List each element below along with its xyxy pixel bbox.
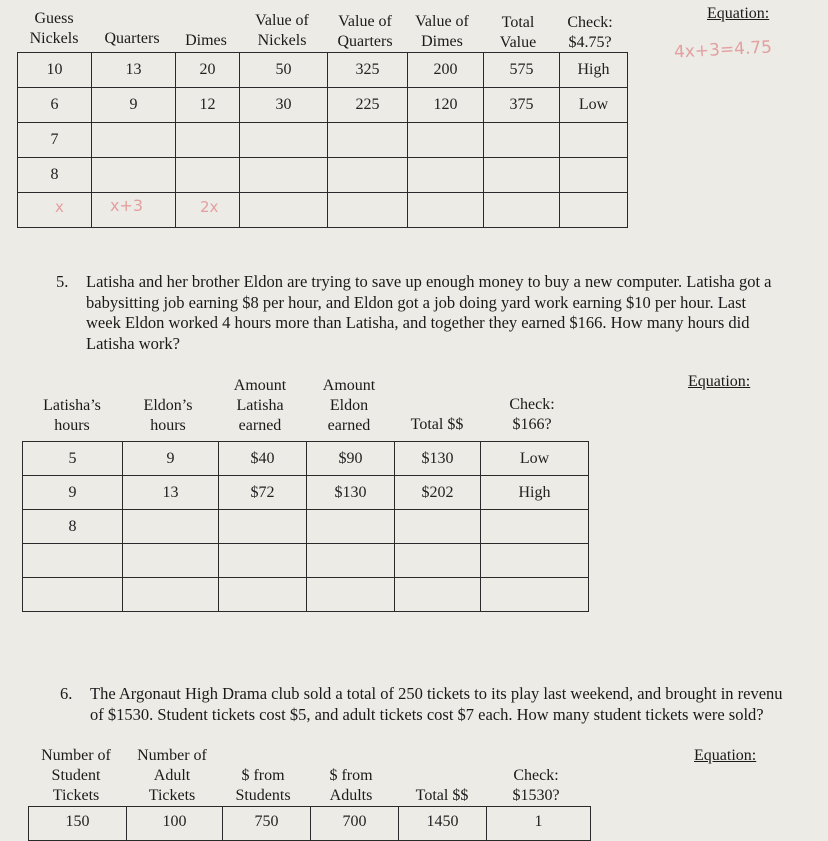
problem-5-line-4: Latisha work? (86, 333, 180, 353)
t1-cell[interactable]: 325 (328, 53, 408, 88)
table-1-body (18, 53, 628, 228)
t1-cell[interactable]: 120 (408, 88, 484, 123)
p5-row (23, 476, 589, 510)
p5-cell[interactable] (123, 578, 219, 612)
t1-cell[interactable] (408, 123, 484, 158)
t1-header-dimes: Dimes (185, 32, 227, 49)
p5-cell[interactable] (307, 510, 395, 544)
t1-cell[interactable] (328, 193, 408, 228)
p5-cell[interactable] (219, 510, 307, 544)
p5-header-latisha-hours: Latisha’s hours (43, 397, 101, 434)
p5-cell[interactable] (123, 544, 219, 578)
p6-cell[interactable]: 1 (487, 807, 591, 841)
p5-cell[interactable] (307, 578, 395, 612)
problem-6-line-2: of $1530. Student tickets cost $5, and adult tickets cost $7 each. How many student tickets were sold? (90, 704, 764, 724)
p6-header-check: Check: $1530? (512, 767, 560, 804)
p5-cell[interactable]: $202 (395, 476, 481, 510)
t1-cell[interactable]: 20 (176, 53, 240, 88)
t1-cell[interactable] (560, 158, 628, 193)
t1-header-quarters: Quarters (104, 30, 160, 47)
p6-cell[interactable]: 100 (127, 807, 223, 841)
p5-cell[interactable] (395, 578, 481, 612)
t1-cell[interactable] (240, 158, 328, 193)
table-problem-6-body (29, 807, 591, 841)
p5-cell[interactable]: 5 (23, 442, 123, 476)
p5-cell[interactable] (307, 544, 395, 578)
problem-5-line-2: babysitting job earning $8 per hour, and Eldon got a job doing yard work earning $10 per hour. Last (86, 292, 747, 312)
p6-header-from-students: $ from Students (235, 767, 291, 804)
t1-equation-label: Equation: (707, 5, 770, 22)
t1-cell[interactable] (328, 158, 408, 193)
t1-cell[interactable] (408, 193, 484, 228)
p5-cell[interactable] (23, 544, 123, 578)
t1-cell[interactable]: 200 (408, 53, 484, 88)
t1-cell[interactable] (484, 193, 560, 228)
t1-row (18, 193, 628, 228)
p6-cell[interactable]: 1450 (399, 807, 487, 841)
t1-header-value-dimes: Value of Dimes (415, 13, 469, 50)
table-1 (17, 52, 628, 228)
t1-cell[interactable]: 7 (18, 123, 92, 158)
p6-header-total: Total $$ (415, 787, 469, 804)
p5-cell[interactable]: $90 (307, 442, 395, 476)
problem-5-text (86, 272, 771, 354)
t1-cell[interactable] (92, 123, 176, 158)
t1-header-total-value: Total Value (499, 14, 537, 51)
t1-cell[interactable] (484, 123, 560, 158)
problem-5-line-1: Latisha and her brother Eldon are trying to save up enough money to buy a new computer. Latisha got a (86, 272, 772, 291)
t1-cell[interactable]: 50 (240, 53, 328, 88)
p5-header-check: Check: $166? (509, 396, 555, 433)
p5-cell[interactable]: 8 (23, 510, 123, 544)
t1-cell[interactable]: 12 (176, 88, 240, 123)
t1-cell[interactable]: Low (560, 88, 628, 123)
t1-cell[interactable]: 10 (18, 53, 92, 88)
p5-cell[interactable] (395, 544, 481, 578)
problem-5-line-3: week Eldon worked 4 hours more than Latisha, and together they earned $166. How many hours did (86, 313, 750, 332)
t1-handwritten-x: x (55, 198, 64, 216)
p5-cell[interactable]: $130 (307, 476, 395, 510)
t1-cell[interactable] (484, 158, 560, 193)
t1-cell[interactable]: 8 (18, 158, 92, 193)
p6-header-adult-tickets: Number of Adult Tickets (137, 747, 207, 804)
p6-cell[interactable]: 700 (311, 807, 399, 841)
t1-cell[interactable] (560, 193, 628, 228)
p5-row (23, 544, 589, 578)
t1-handwritten-equation: 4x+3=4.75 (673, 37, 773, 63)
t1-cell[interactable] (408, 158, 484, 193)
t1-cell[interactable]: 225 (328, 88, 408, 123)
t1-cell[interactable] (176, 158, 240, 193)
p5-header-amount-eldon: Amount Eldon earned (322, 377, 376, 434)
p5-cell[interactable] (123, 510, 219, 544)
problem-5-number: 5. (56, 272, 69, 291)
table-problem-5 (22, 441, 589, 612)
p5-cell[interactable] (481, 510, 589, 544)
t1-cell[interactable] (560, 123, 628, 158)
p5-cell[interactable]: High (481, 476, 589, 510)
problem-6-line-1: The Argonaut High Drama club sold a total of 250 tickets to its play last weekend, and brought in revenu (90, 684, 783, 703)
t1-handwritten-2x: 2x (200, 198, 219, 216)
table-problem-5-body (23, 442, 589, 612)
p6-cell[interactable]: 750 (223, 807, 311, 841)
t1-row (18, 88, 628, 123)
t1-row (18, 158, 628, 193)
t1-cell[interactable] (240, 193, 328, 228)
p5-cell[interactable] (395, 510, 481, 544)
p5-cell[interactable]: 9 (23, 476, 123, 510)
t1-cell[interactable]: 375 (484, 88, 560, 123)
p5-cell[interactable] (219, 578, 307, 612)
p5-header-amount-latisha: Amount Latisha earned (233, 377, 287, 434)
t1-header-check: Check: $4.75? (567, 14, 613, 51)
p5-row (23, 578, 589, 612)
t1-cell[interactable] (176, 123, 240, 158)
p6-header-student-tickets: Number of Student Tickets (41, 747, 111, 804)
p5-cell[interactable] (481, 544, 589, 578)
t1-cell[interactable]: 30 (240, 88, 328, 123)
p5-header-eldon-hours: Eldon’s hours (143, 397, 193, 434)
p5-cell[interactable] (23, 578, 123, 612)
t1-cell[interactable] (328, 123, 408, 158)
p5-cell[interactable]: $72 (219, 476, 307, 510)
t1-cell[interactable]: 575 (484, 53, 560, 88)
p6-cell[interactable]: 150 (29, 807, 127, 841)
p5-row (23, 442, 589, 476)
t1-row (18, 53, 628, 88)
t1-header-guess-nickels: Guess Nickels (29, 10, 79, 47)
table-problem-6 (28, 806, 591, 841)
t1-cell[interactable]: 9 (92, 88, 176, 123)
p5-cell[interactable]: 13 (123, 476, 219, 510)
p6-row (29, 807, 591, 841)
t1-cell[interactable] (92, 158, 176, 193)
p5-cell[interactable]: 9 (123, 442, 219, 476)
p5-cell[interactable]: $130 (395, 442, 481, 476)
problem-6-text (90, 684, 783, 725)
p5-cell[interactable] (481, 578, 589, 612)
p5-cell[interactable]: Low (481, 442, 589, 476)
t1-handwritten-x-plus-3: x+3 (110, 196, 144, 215)
p5-cell[interactable] (219, 544, 307, 578)
t1-cell[interactable]: 6 (18, 88, 92, 123)
p5-cell[interactable]: $40 (219, 442, 307, 476)
t1-cell[interactable]: High (560, 53, 628, 88)
t1-cell[interactable] (240, 123, 328, 158)
p6-equation-label: Equation: (694, 747, 757, 764)
p6-header-from-adults: $ from Adults (329, 767, 373, 804)
t1-cell[interactable]: 13 (92, 53, 176, 88)
t1-header-value-nickels: Value of Nickels (255, 12, 309, 49)
t1-header-value-quarters: Value of Quarters (337, 13, 393, 50)
p5-equation-label: Equation: (688, 373, 751, 390)
p5-row (23, 510, 589, 544)
t1-row (18, 123, 628, 158)
problem-6-number: 6. (60, 684, 73, 703)
p5-header-total: Total $$ (410, 416, 464, 433)
